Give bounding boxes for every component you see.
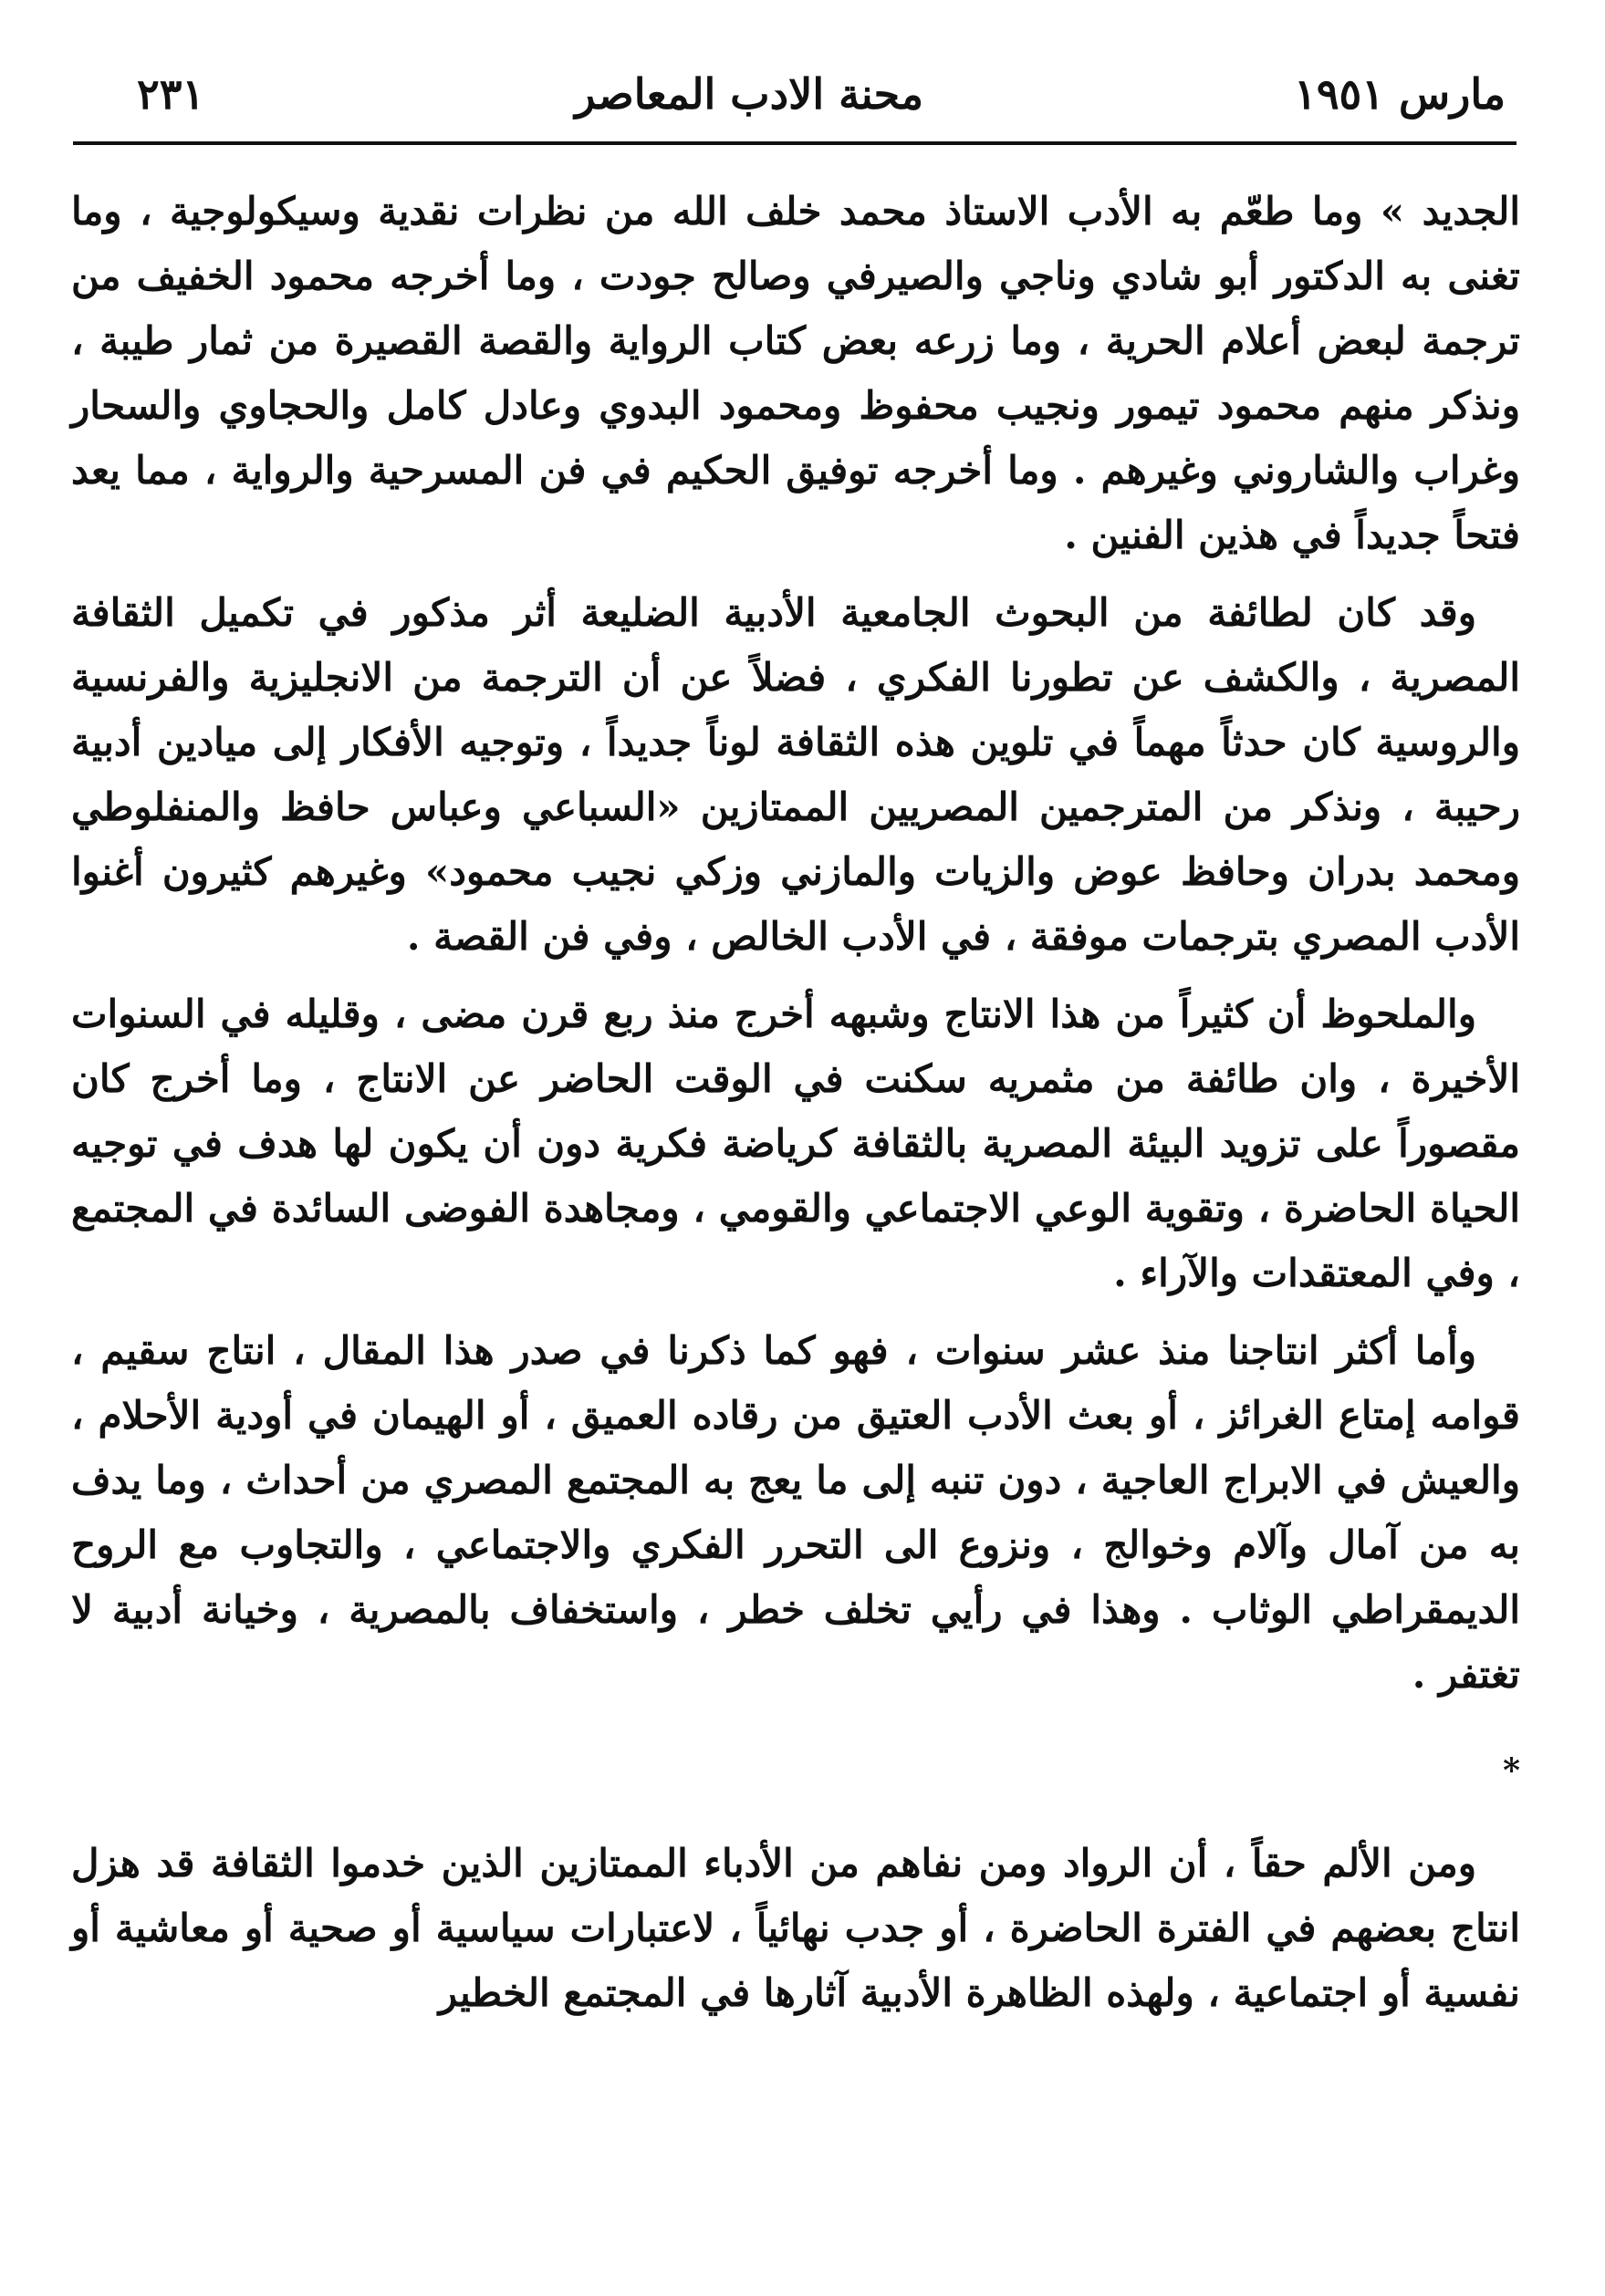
- paragraph: ومن الألم حقاً ، أن الرواد ومن نفاهم من الأدباء الممتازين الذين خدموا الثقافة قد هزل انتاج بعضهم في الفترة الحاضرة ، أو جدب نهائياً ، لاعتبارات سياسية أو صحية أو معاشية أو نفسية أو اجتماعية ، ولهذه الظاهرة الأدبية آثارها في المجتمع الخطير: [71, 1841, 1520, 2015]
- paragraph: وأما أكثر انتاجنا منذ عشر سنوات ، فهو كما ذكرنا في صدر هذا المقال ، انتاج سقيم ، قوامه إمتاع الغرائز ، أو بعث الأدب العتيق من رقاده العميق ، أو الهيمان في أودية الأحلام ، والعيش في الابراج العاجية ، دون تنبه إلى ما يعج به المجتمع المصري من أحداث ، وما يدف به من آمال وآلام وخوالج ، ونزوع الى التحرر الفكري والاجتماعي ، والتجاوب مع الروح الديمقراطي الوثاب . وهذا في رأيي تخلف خطر ، واستخفاف بالمصرية ، وخيانة أدبية لا تغتفر .: [71, 1328, 1520, 1697]
- article-body: [71, 179, 1520, 2038]
- journal-title: محنة الادب المعاصر: [575, 69, 923, 119]
- paragraph: الجديد » وما طعّم به الأدب الاستاذ محمد خلف الله من نظرات نقدية وسيكولوجية ، وما تغنى به الدكتور أبو شادي وناجي والصيرفي وصالح جودت ، وما أخرجه محمود الخفيف من ترجمة لبعض أعلام الحرية ، وما زرعه بعض كتاب الرواية والقصة القصيرة من ثمار طيبة ، ونذكر منهم محمود تيمور ونجيب محفوظ ومحمود البدوي وعادل كامل والحجاوي والسحار وغراب والشاروني وغيرهم . وما أخرجه توفيق الحكيم في فن المسرحية والرواية ، مما يعد فتحاً جديداً في هذين الفنين .: [71, 189, 1520, 557]
- section-separator: *: [1503, 1751, 1520, 1790]
- header-rule: [73, 141, 1516, 145]
- page-number: ٢٣١: [137, 69, 205, 119]
- issue-date: مارس ١٩٥١: [1294, 69, 1506, 119]
- running-header: [137, 53, 1506, 135]
- paragraph: والملحوظ أن كثيراً من هذا الانتاج وشبهه أخرج منذ ربع قرن مضى ، وقليله في السنوات الأخيرة ، وان طائفة من مثمريه سكنت في الوقت الحاضر عن الانتاج ، وما أخرج كان مقصوراً على تزويد البيئة المصرية بالثقافة كرياضة فكرية دون أن يكون لها هدف في توجيه الحياة الحاضرة ، وتقوية الوعي الاجتماعي والقومي ، ومجاهدة الفوضى السائدة في المجتمع ، وفي المعتقدات والآراء .: [71, 992, 1521, 1295]
- paragraph: وقد كان لطائفة من البحوث الجامعية الأدبية الضليعة أثر مذكور في تكميل الثقافة المصرية ، والكشف عن تطورنا الفكري ، فضلاً عن أن الترجمة من الانجليزية والفرنسية والروسية كان حدثاً مهماً في تلوين هذه الثقافة لوناً جديداً ، وتوجيه الأفكار إلى ميادين أدبية رحيبة ، ونذكر من المترجمين المصريين الممتازين «السباعي وعباس حافظ والمنفلوطي ومحمد بدران وحافظ عوض والزيات والمازني وزكي نجيب محمود» وغيرهم كثيرون أغنوا الأدب المصري بترجمات موفقة ، في الأدب الخالص ، وفي فن القصة .: [71, 590, 1520, 959]
